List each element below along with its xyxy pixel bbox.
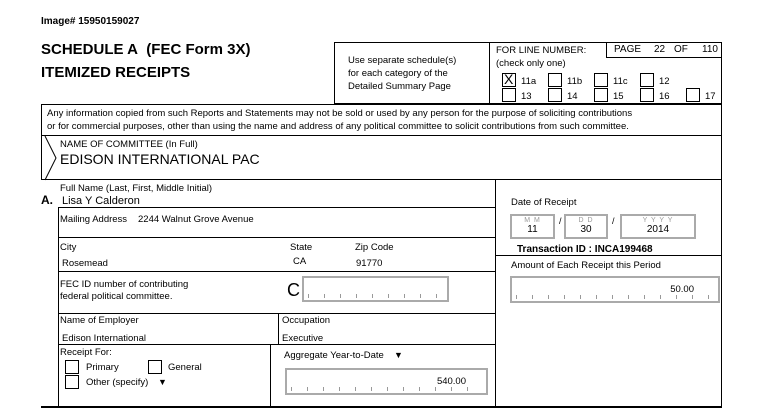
line-17-checkbox[interactable] (686, 88, 700, 102)
primary-label: Primary (86, 362, 119, 373)
line-15-label: 15 (613, 91, 624, 102)
aggregate-input[interactable] (285, 368, 488, 395)
separate-note-3: Detailed Summary Page (348, 81, 451, 92)
zip-value: 91770 (356, 258, 383, 269)
amount-input[interactable] (510, 276, 720, 303)
aggregate-arrow-icon: ▼ (394, 350, 403, 360)
schedule-title: SCHEDULE A (41, 41, 138, 58)
receipt-for-label: Receipt For: (60, 347, 112, 358)
amount-label: Amount of Each Receipt this Period (511, 260, 661, 271)
day-placeholder: D D (578, 217, 594, 224)
disclaimer-box (41, 104, 722, 136)
occupation-label: Occupation (282, 315, 331, 326)
city-value: Rosemead (62, 258, 108, 269)
separate-schedule-box (334, 42, 490, 104)
general-label: General (168, 362, 202, 373)
disclaimer-line-2: or for commercial purposes, other than using the name and address of any political committee to solicit contributions from such committee. (47, 121, 629, 132)
itemized-receipts-title: ITEMIZED RECEIPTS (41, 64, 191, 81)
other-label: Other (specify) (86, 377, 149, 388)
separate-note-1: Use separate schedule(s) (348, 55, 457, 66)
image-id: Image# 15950159027 (41, 16, 140, 27)
page-total: 110 (702, 44, 718, 55)
entry-letter: A. (41, 193, 53, 207)
form-number: (FEC Form 3X) (146, 41, 251, 58)
committee-name: EDISON INTERNATIONAL PAC (60, 151, 260, 167)
line-number-label: FOR LINE NUMBER: (496, 45, 587, 56)
year-placeholder: Y Y Y Y (642, 217, 674, 224)
fec-id-prefix: C (287, 280, 300, 300)
amount-value: 50.00 (670, 284, 694, 295)
date-year: 2014 (646, 224, 670, 235)
aggregate-value: 540.00 (436, 376, 466, 387)
line-14-checkbox[interactable] (548, 88, 562, 102)
date-month-input[interactable] (510, 214, 555, 239)
line-11a-checkbox[interactable] (502, 73, 516, 87)
date-year-input[interactable] (620, 214, 696, 239)
date-month: 11 (527, 224, 538, 235)
mailing-address-label: Mailing Address (60, 214, 128, 225)
date-day-input[interactable] (564, 214, 608, 239)
line-13-checkbox[interactable] (502, 88, 516, 102)
fec-id-input[interactable] (302, 276, 449, 302)
date-label: Date of Receipt (511, 197, 577, 208)
line-11b-label: 11b (567, 76, 583, 87)
line-16-checkbox[interactable] (640, 88, 654, 102)
other-dropdown-icon[interactable]: ▼ (158, 377, 167, 387)
disclaimer-line-1: Any information copied from such Reports and Statements may not be sold or used by any person for the purpose of soliciting contributions (47, 108, 633, 119)
committee-label: NAME OF COMMITTEE (In Full) (60, 139, 198, 150)
occupation-value: Executive (282, 333, 324, 344)
state-value: CA (293, 256, 307, 267)
line-15-checkbox[interactable] (594, 88, 608, 102)
line-11c-checkbox[interactable] (594, 73, 608, 87)
other-checkbox[interactable] (65, 375, 79, 389)
primary-checkbox[interactable] (65, 360, 79, 374)
separate-note-2: for each category of the (348, 68, 448, 79)
page-of-label: OF (674, 44, 688, 55)
full-name-value: Lisa Y Calderon (62, 195, 140, 207)
line-11a-label: 11a (521, 76, 537, 87)
page-label: PAGE (614, 44, 642, 55)
city-label: City (60, 242, 77, 253)
employer-value: Edison International (62, 333, 146, 344)
page-current: 22 (654, 44, 666, 55)
transaction-id: Transaction ID : INCA199468 (517, 244, 653, 255)
line-11b-checkbox[interactable] (548, 73, 562, 87)
line-12-label: 12 (659, 76, 670, 87)
mailing-address-value: 2244 Walnut Grove Avenue (138, 214, 254, 225)
page-box (606, 42, 722, 58)
fec-id-label-1: FEC ID number of contributing (60, 279, 189, 290)
state-label: State (290, 242, 313, 253)
fec-id-label-2: federal political committee. (60, 291, 173, 302)
employer-label: Name of Employer (60, 315, 139, 326)
line-11c-label: 11c (613, 76, 628, 87)
line-12-checkbox[interactable] (640, 73, 654, 87)
form-title (41, 41, 250, 58)
aggregate-label: Aggregate Year-to-Date (284, 350, 384, 361)
month-placeholder: M M (524, 217, 541, 224)
checked-mark-11a: X (504, 71, 514, 87)
line-16-label: 16 (659, 91, 670, 102)
line-13-label: 13 (521, 91, 532, 102)
date-day: 30 (580, 224, 592, 235)
full-name-label: Full Name (Last, First, Middle Initial) (60, 183, 213, 194)
zip-label: Zip Code (355, 242, 394, 253)
line-17-label: 17 (705, 91, 716, 102)
committee-arrow-icon (42, 136, 62, 181)
line-14-label: 14 (567, 91, 578, 102)
check-only-one-note: (check only one) (496, 58, 566, 69)
general-checkbox[interactable] (148, 360, 162, 374)
committee-box (41, 135, 722, 180)
